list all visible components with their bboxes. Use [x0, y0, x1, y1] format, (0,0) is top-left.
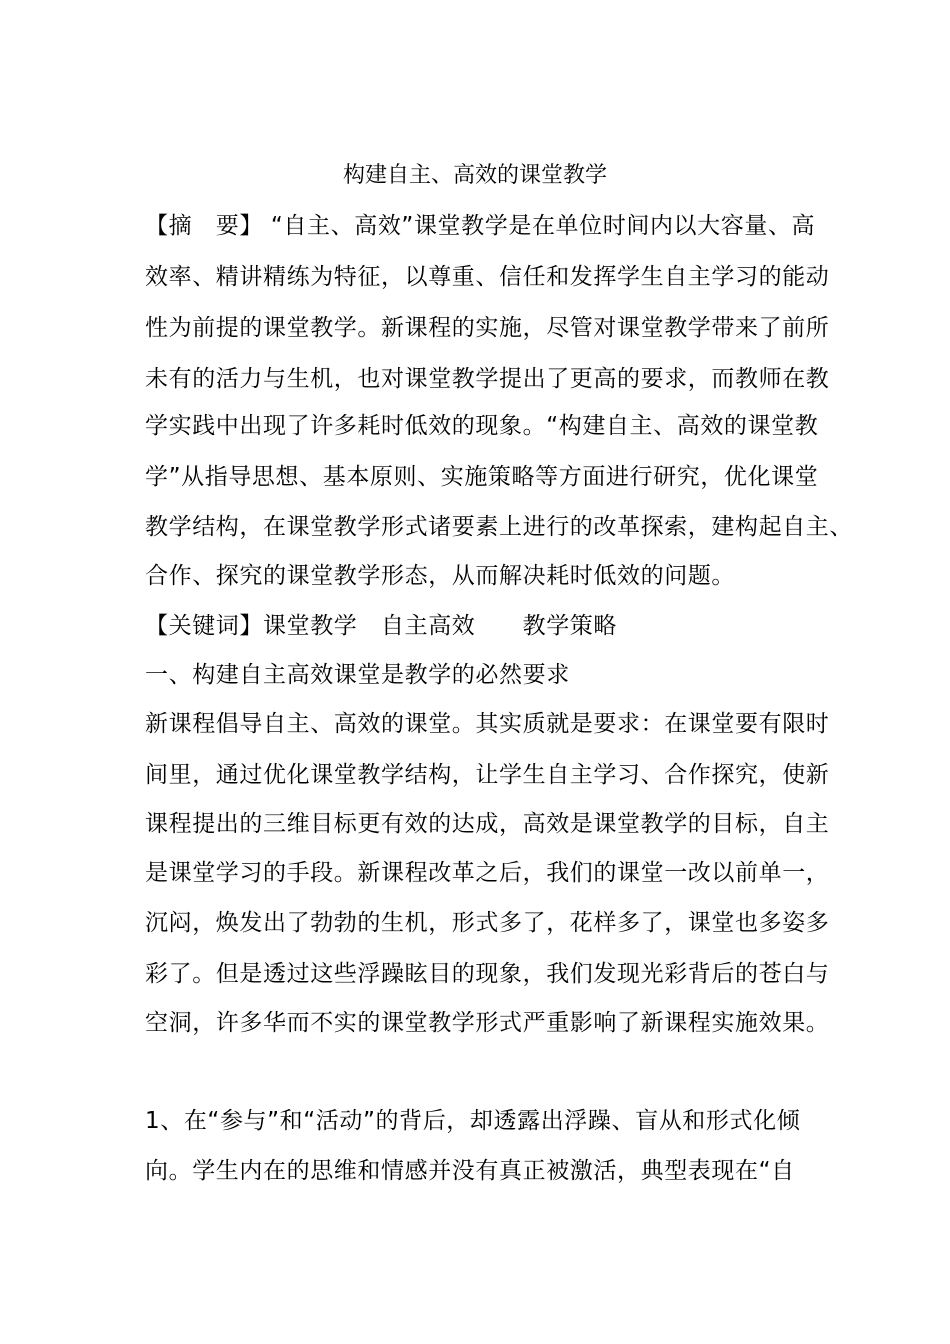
abstract-line: 学实践中出现了许多耗时低效的现象。“构建自主、高效的课堂教	[145, 413, 819, 439]
body-line: 间里，通过优化课堂教学结构，让学生自主学习、合作探究，使新	[145, 762, 830, 788]
abstract-line: 教学结构，在课堂教学形式诸要素上进行的改革探索，建构起自主、	[145, 514, 853, 540]
body-line: 是课堂学习的手段。新课程改革之后，我们的课堂一改以前单一，	[145, 860, 830, 886]
document-title: 构建自主、高效的课堂教学	[342, 163, 607, 188]
abstract-line: 合作、探究的课堂教学形态，从而解决耗时低效的问题。	[145, 563, 735, 589]
body-line: 课程提出的三维目标更有效的达成，高效是课堂教学的目标，自主	[145, 811, 830, 837]
body-line: 空洞，许多华而不实的课堂教学形式严重影响了新课程实施效果。	[145, 1010, 830, 1036]
abstract-line: 【摘 要】 “自主、高效”课堂教学是在单位时间内以大容量、高	[145, 213, 816, 239]
abstract-line: 未有的活力与生机，也对课堂教学提出了更高的要求，而教师在教	[145, 366, 830, 392]
body-line: 彩了。但是透过这些浮躁眩目的现象，我们发现光彩背后的苍白与	[145, 961, 830, 987]
section-heading: 一、构建自主高效课堂是教学的必然要求	[145, 662, 570, 688]
keywords-line: 【关键词】课堂教学 自主高效 教学策略	[145, 613, 617, 639]
point-line: 1、在“参与”和“活动”的背后，却透露出浮躁、盲从和形式化倾	[145, 1108, 801, 1134]
abstract-line: 学”从指导思想、基本原则、实施策略等方面进行研究，优化课堂	[145, 464, 819, 490]
body-line: 新课程倡导自主、高效的课堂。其实质就是要求：在课堂要有限时	[145, 711, 830, 737]
body-line: 沉闷，焕发出了勃勃的生机，形式多了，花样多了，课堂也多姿多	[145, 910, 830, 936]
abstract-line: 性为前提的课堂教学。新课程的实施，尽管对课堂教学带来了前所	[145, 315, 830, 341]
abstract-line: 效率、精讲精练为特征，以尊重、信任和发挥学生自主学习的能动	[145, 264, 830, 290]
point-line: 向。学生内在的思维和情感并没有真正被激活，典型表现在“自	[145, 1158, 795, 1184]
